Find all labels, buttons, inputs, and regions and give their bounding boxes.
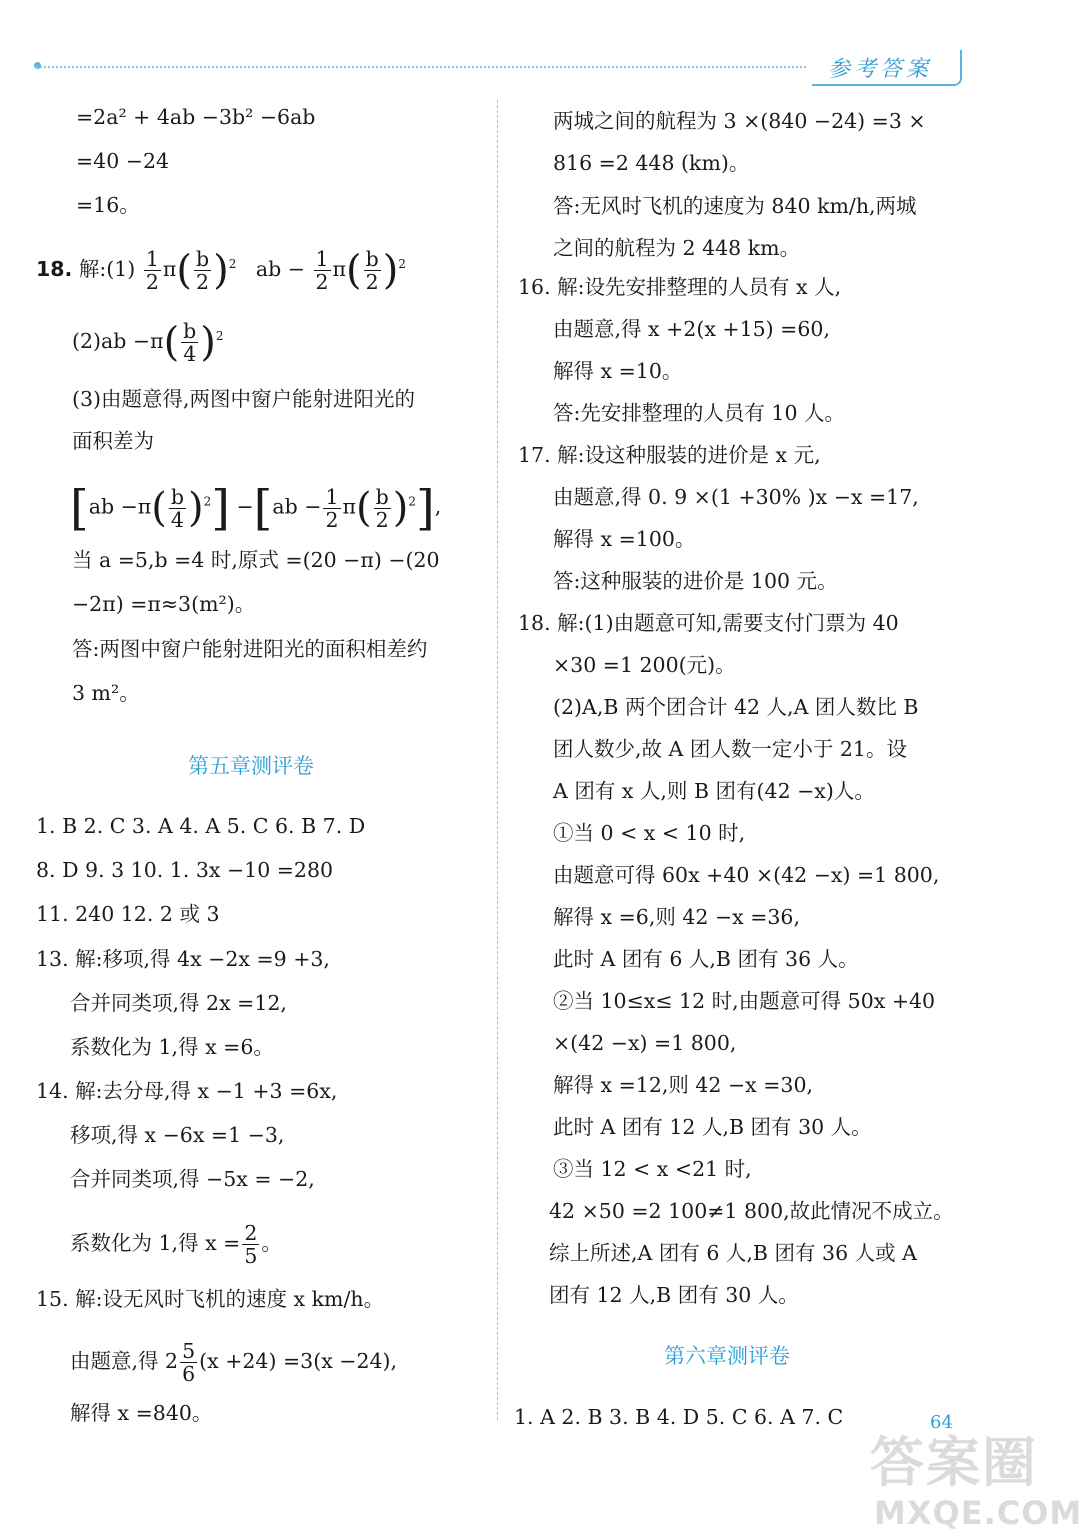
- q15-line-3: 解得 x =840。: [70, 1401, 213, 1425]
- q14-line-1: 14. 解:去分母,得 x −1 +3 =6x,: [36, 1079, 338, 1103]
- q18r-line-17: 团有 12 人,B 团有 30 人。: [549, 1283, 799, 1307]
- q14-line-4: 系数化为 1,得 x = $\frac{2}{5}$ 。: [70, 1221, 282, 1268]
- q16-line-2: 由题意,得 x +2(x +15) =60,: [553, 317, 830, 341]
- left-line-1: =2a² + 4ab −3b² −6ab: [76, 105, 316, 129]
- q18-area-expression: [ab −π( $\frac{b}{4}$ )$^2$] −[ab − $\frac{1}{2}$ π( $\frac{b}{2}$ )$^2$],: [70, 480, 442, 536]
- q18-3a: (3)由题意得,两图中窗户能射进阳光的: [72, 387, 416, 411]
- watermark-logo: 答案圈 MXQE.COM: [870, 1431, 1082, 1532]
- q18-2-prefix: (2)ab −π: [72, 329, 164, 353]
- q18r-line-5: A 团有 x 人,则 B 团有(42 −x)人。: [553, 779, 875, 803]
- q18-left-part1: 18. 解:(1) $\frac{1}{2}$ π( $\frac{b}{2}$ )$^2$ ab − $\frac{1}{2}$ π( $\frac{b}{2}$ )$^2$: [36, 247, 407, 294]
- q13-line-3: 系数化为 1,得 x =6。: [70, 1035, 274, 1059]
- header-title: 参考答案: [828, 57, 933, 82]
- header-dotted-line: [36, 66, 806, 68]
- right-line-2: 816 =2 448 (km)。: [553, 151, 750, 175]
- q18-answer-1: 答:两图中窗户能射进阳光的面积相差约: [72, 637, 428, 661]
- q17-line-1: 17. 解:设这种服装的进价是 x 元,: [518, 443, 821, 467]
- q18r-line-3: (2)A,B 两个团合计 42 人,A 团人数比 B: [553, 695, 919, 719]
- q13-line-2: 合并同类项,得 2x =12,: [70, 991, 287, 1015]
- q16-line-1: 16. 解:设先安排整理的人员有 x 人,: [518, 275, 842, 299]
- q18-left-part2: (2)ab −π( $\frac{b}{4}$ )$^2$: [72, 319, 224, 366]
- q18r-line-7: 由题意可得 60x +40 ×(42 −x) =1 800,: [553, 863, 940, 887]
- q18-answer-2: 3 m²。: [72, 681, 140, 705]
- q15-line-2: 由题意,得 2 $\frac{5}{6}$ (x +24) =3(x −24),: [70, 1339, 398, 1386]
- q18-when-2: −2π) =π≈3(m²)。: [72, 592, 256, 616]
- q14-line-2: 移项,得 x −6x =1 −3,: [70, 1123, 285, 1147]
- q17-line-3: 解得 x =100。: [553, 527, 696, 551]
- fraction-b-over-2-2: $\frac{b}{2}$: [365, 247, 379, 294]
- section-title-chapter-5: 第五章测评卷: [188, 754, 314, 778]
- fraction-two-fifths: $\frac{2}{5}$: [244, 1221, 258, 1268]
- q18-3b: 面积差为: [72, 429, 154, 453]
- q18r-line-10: ②当 10≤x≤ 12 时,由题意可得 50x +40: [553, 989, 936, 1013]
- q18-prefix: 解:(1): [78, 257, 136, 281]
- right-line-4: 之间的航程为 2 448 km。: [553, 236, 801, 260]
- q18r-line-1: 18. 解:(1)由题意可知,需要支付门票为 40: [518, 611, 899, 635]
- q18-number: 18.: [36, 257, 73, 281]
- mc-row-3: 11. 240 12. 2 或 3: [36, 902, 220, 926]
- q18r-line-2: ×30 =1 200(元)。: [553, 653, 736, 677]
- fraction-five-sixths: $\frac{5}{6}$: [182, 1339, 196, 1386]
- right-line-3: 答:无风时飞机的速度为 840 km/h,两城: [553, 194, 917, 218]
- section-title-chapter-6: 第六章测评卷: [664, 1344, 790, 1368]
- column-divider: [497, 100, 498, 1420]
- q13-line-1: 13. 解:移项,得 4x −2x =9 +3,: [36, 947, 330, 971]
- fraction-b-over-4: $\frac{b}{4}$: [183, 319, 197, 366]
- q17-line-2: 由题意,得 0. 9 ×(1 +30% )x −x =17,: [553, 485, 919, 509]
- q18r-line-4: 团人数少,故 A 团人数一定小于 21。设: [553, 737, 907, 761]
- q18r-line-14: ③当 12 < x <21 时,: [553, 1157, 752, 1181]
- left-line-2: =40 −24: [76, 149, 170, 173]
- q16-line-3: 解得 x =10。: [553, 359, 683, 383]
- q16-line-4: 答:先安排整理的人员有 10 人。: [553, 401, 846, 425]
- q18r-line-12: 解得 x =12,则 42 −x =30,: [553, 1073, 814, 1097]
- q18-when-1: 当 a =5,b =4 时,原式 =(20 −π) −(20: [72, 548, 440, 572]
- mc-row-1: 1. B 2. C 3. A 4. A 5. C 6. B 7. D: [36, 814, 366, 838]
- fraction-one-half-2: $\frac{1}{2}$: [315, 247, 329, 294]
- q18-mid: ab −: [255, 257, 305, 281]
- q14-line-3: 合并同类项,得 −5x = −2,: [70, 1167, 315, 1191]
- q18r-line-6: ①当 0 < x < 10 时,: [553, 821, 746, 845]
- page-number: 64: [930, 1412, 953, 1433]
- q18r-line-9: 此时 A 团有 6 人,B 团有 36 人。: [553, 947, 859, 971]
- fraction-one-half: $\frac{1}{2}$: [145, 247, 159, 294]
- q15-line-1: 15. 解:设无风时飞机的速度 x km/h。: [36, 1287, 385, 1311]
- q17-line-4: 答:这种服装的进价是 100 元。: [553, 569, 838, 593]
- q18r-line-15: 42 ×50 =2 100≠1 800,故此情况不成立。: [549, 1199, 954, 1223]
- q18r-line-13: 此时 A 团有 12 人,B 团有 30 人。: [553, 1115, 872, 1139]
- q18r-line-16: 综上所述,A 团有 6 人,B 团有 36 人或 A: [549, 1241, 917, 1265]
- mc-row-2: 8. D 9. 3 10. 1. 3x −10 =280: [36, 858, 334, 882]
- q18r-line-8: 解得 x =6,则 42 −x =36,: [553, 905, 800, 929]
- q18r-line-11: ×(42 −x) =1 800,: [553, 1031, 737, 1055]
- right-line-1: 两城之间的航程为 3 ×(840 −24) =3 ×: [553, 109, 926, 133]
- fraction-b-over-2: $\frac{b}{2}$: [195, 247, 210, 294]
- mc6-row-1: 1. A 2. B 3. B 4. D 5. C 6. A 7. C: [514, 1405, 844, 1429]
- left-line-3: =16。: [76, 193, 140, 217]
